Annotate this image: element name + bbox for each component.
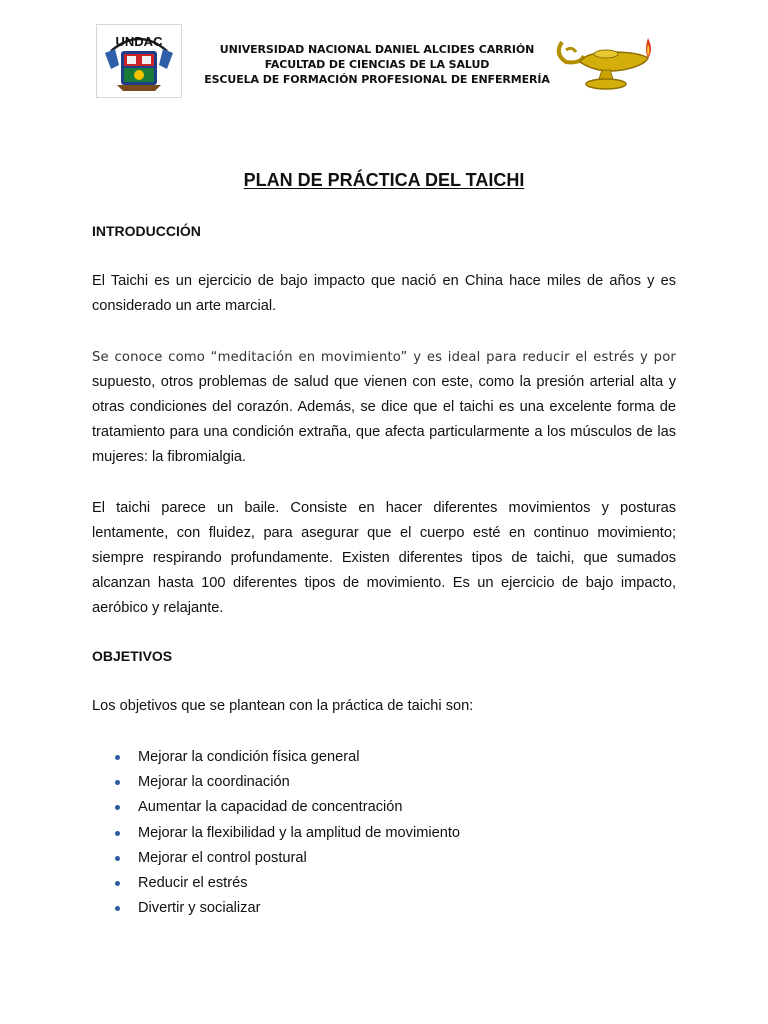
page-title: PLAN DE PRÁCTICA DEL TAICHI	[243, 170, 525, 190]
list-item	[92, 871, 672, 896]
objective-text: Reducir el estrés	[138, 874, 248, 891]
list-item	[92, 770, 672, 795]
faculty-name: FACULTAD DE CIENCIAS DE LA SALUD	[264, 58, 490, 71]
objective-text: Divertir y socializar	[138, 900, 261, 917]
intro-paragraph-2-rest: supuesto, otros problemas de salud que vienen con este, como la presión arterial alta y otras condiciones del corazón. Además, se dice que el taichi es una excelente forma de tratamiento para una condición extraña, que afecta particularmente a los músculos de las mujeres: la fibromialgia.	[92, 374, 676, 465]
bullet-icon	[115, 805, 120, 810]
list-item	[92, 846, 672, 871]
intro-paragraph-2	[92, 345, 676, 470]
institution-header	[192, 42, 562, 87]
bullet-icon	[115, 856, 120, 861]
bullet-icon	[115, 906, 120, 911]
intro-paragraph-2-first-line: Se conoce como “meditación en movimiento” y es ideal para reducir el estrés y por	[92, 350, 676, 365]
introduction-heading: INTRODUCCIÓN	[92, 223, 201, 239]
school-name: ESCUELA DE FORMACIÓN PROFESIONAL DE ENFERMERÍA	[204, 73, 550, 86]
university-name: UNIVERSIDAD NACIONAL DANIEL ALCIDES CARRIÓN	[219, 43, 535, 56]
undac-logo	[96, 24, 182, 98]
objectives-lead: Los objetivos que se plantean con la práctica de taichi son:	[92, 698, 474, 714]
intro-paragraph-3: El taichi parece un baile. Consiste en hacer diferentes movimientos y posturas lentamente, con fluidez, para asegurar que el cuerpo esté en continuo movimiento; siempre respirando profundamente. Existen diferentes tipos de taichi, que sumados alcanzan hasta 100 diferentes tipos de movimiento. Es un ejercicio de bajo impacto, aeróbico y relajante.	[92, 500, 676, 616]
objective-text: Mejorar la flexibilidad y la amplitud de movimiento	[138, 824, 461, 841]
bullet-icon	[115, 755, 120, 760]
objective-text: Aumentar la capacidad de concentración	[138, 799, 403, 816]
list-item	[92, 795, 672, 820]
document-header	[96, 24, 686, 100]
bullet-icon	[115, 881, 120, 886]
objective-text: Mejorar el control postural	[138, 849, 307, 866]
objectives-heading: OBJETIVOS	[92, 648, 173, 664]
objective-text: Mejorar la coordinación	[138, 774, 290, 791]
bullet-icon	[115, 831, 120, 836]
oil-lamp-icon	[552, 28, 672, 92]
objective-text: Mejorar la condición física general	[138, 749, 360, 765]
list-item	[92, 896, 672, 921]
objectives-list	[92, 745, 672, 921]
intro-paragraph-1: El Taichi es un ejercicio de bajo impacto que nació en China hace miles de años y es considerado un arte marcial.	[92, 273, 676, 314]
list-item	[92, 821, 672, 846]
bullet-icon	[115, 780, 120, 785]
list-item	[92, 745, 672, 770]
undac-logo-text: UNDAC	[115, 34, 163, 49]
